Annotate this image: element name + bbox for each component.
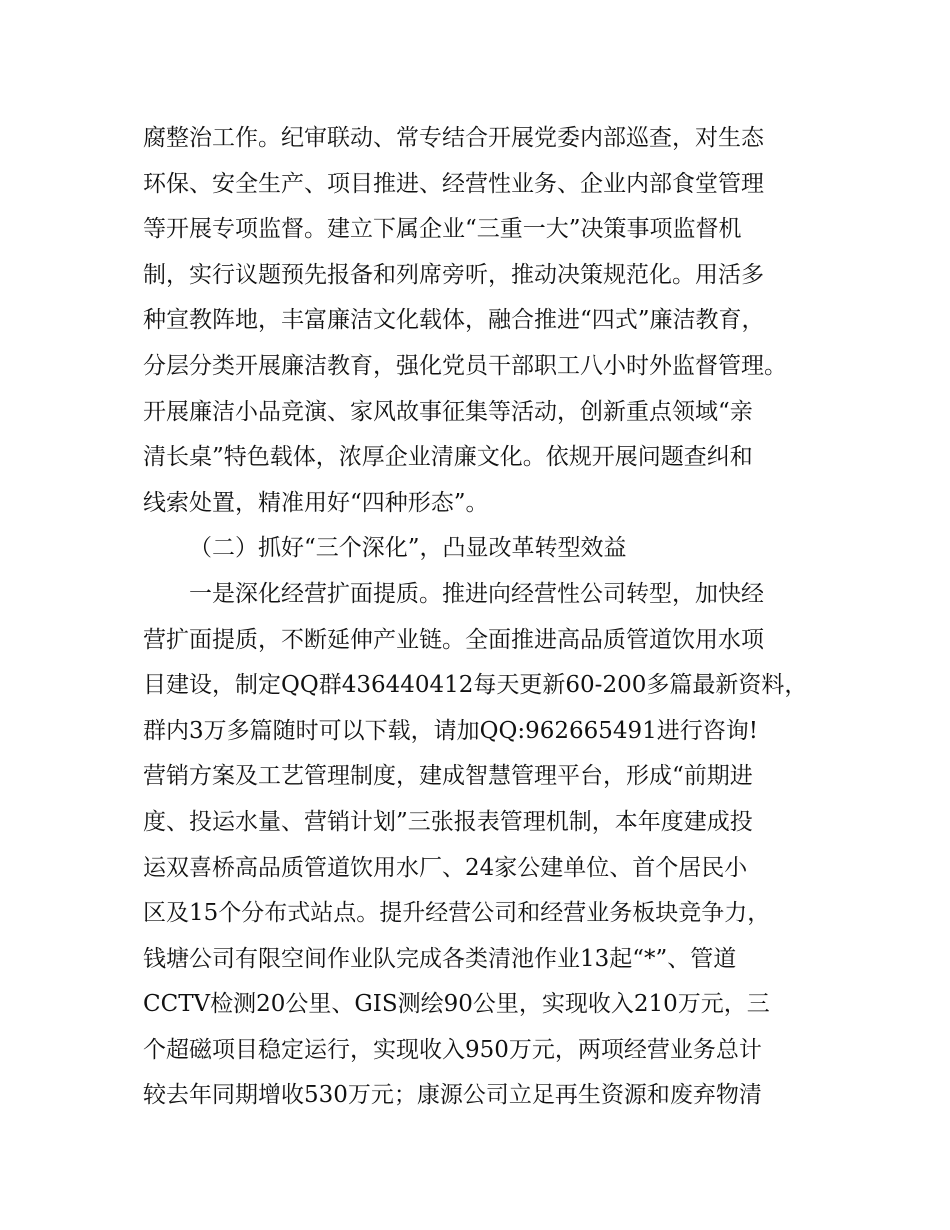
- paragraph-line: 分层分类开展廉洁教育，强化党员干部职工八小时外监督管理。: [143, 352, 787, 379]
- paragraph-line: 度、投运水量、营销计划”三张报表管理机制，本年度建成投: [143, 808, 753, 835]
- paragraph-line: 制，实行议题预先报备和列席旁听，推动决策规范化。用活多: [143, 261, 764, 288]
- paragraph-line: 目建设，制定QQ群436440412每天更新60-200多篇最新资料，: [143, 672, 808, 699]
- paragraph-line: 腐整治工作。纪审联动、常专结合开展党委内部巡查，对生态: [143, 125, 764, 151]
- paragraph-line: 一是深化经营扩面提质。推进向经营性公司转型，加快经: [189, 580, 764, 607]
- paragraph-line: 运双喜桥高品质管道饮用水厂、24家公建单位、首个居民小: [143, 854, 748, 881]
- paragraph-line: 环保、安全生产、项目推进、经营性业务、企业内部食堂管理: [143, 170, 764, 197]
- paragraph-line: 群内3万多篇随时可以下载，请加QQ:962665491进行咨询!: [143, 717, 759, 744]
- paragraph-line: 钱塘公司有限空间作业队完成各类清池作业13起“*”、管道: [143, 945, 737, 972]
- paragraph-line: 个超磁项目稳定运行，实现收入950万元，两项经营业务总计: [143, 1036, 762, 1063]
- paragraph-line: CCTV检测20公里、GIS测绘90公里，实现收入210万元，三: [143, 991, 770, 1018]
- paragraph-line: 区及15个分布式站点。提升经营公司和经营业务板块竞争力，: [143, 900, 771, 927]
- paragraph-line: 营销方案及工艺管理制度，建成智慧管理平台，形成“前期进: [143, 763, 753, 790]
- body-text: [143, 116, 823, 1119]
- paragraph-line: 较去年同期增收530万元；康源公司立足再生资源和废弃物清: [143, 1082, 762, 1109]
- paragraph-line: 种宣教阵地，丰富廉洁文化载体，融合推进“四式”廉洁教育，: [143, 307, 765, 334]
- paragraph-line: 营扩面提质，不断延伸产业链。全面推进高品质管道饮用水项: [143, 626, 764, 653]
- paragraph-line: 开展廉洁小品竞演、家风故事征集等活动，创新重点领域“亲: [143, 398, 753, 425]
- paragraph-line: 等开展专项监督。建立下属企业“三重一大”决策事项监督机: [143, 216, 742, 243]
- section-heading: （二）抓好“三个深化”，凸显改革转型效益: [189, 535, 627, 562]
- paragraph-line: 线索处置，精准用好“四种形态”。: [143, 489, 489, 516]
- paragraph-line: 清长桌”特色载体，浓厚企业清廉文化。依规开展问题查纠和: [143, 444, 753, 471]
